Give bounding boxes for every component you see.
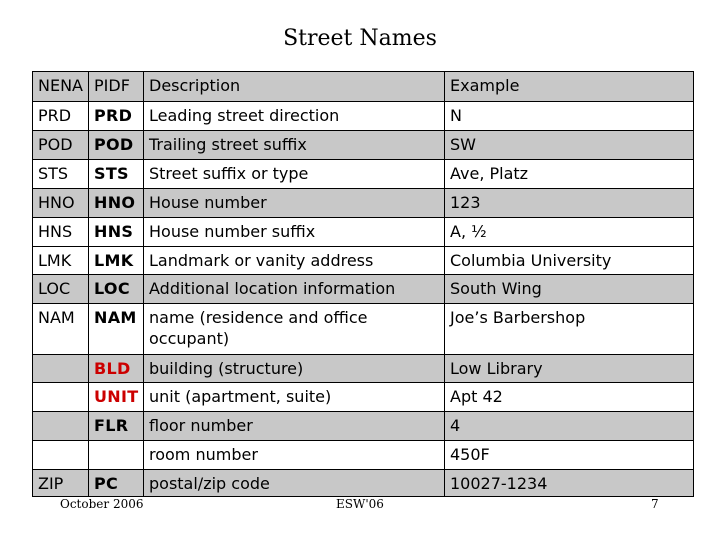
cell-pidf: LMK [89, 247, 144, 275]
cell-nena: PRD [33, 102, 89, 131]
cell-example: Columbia University [445, 247, 694, 275]
cell-pidf: HNS [89, 218, 144, 247]
cell-example: 450F [445, 441, 694, 470]
table-row [33, 470, 694, 497]
cell-description: room number [144, 441, 445, 470]
cell-description: building (structure) [144, 355, 445, 383]
cell-example: 4 [445, 412, 694, 441]
table-row [33, 441, 694, 470]
cell-nena: STS [33, 160, 89, 189]
table-row [33, 131, 694, 160]
cell-example: Low Library [445, 355, 694, 383]
street-names-table [32, 71, 694, 497]
cell-nena: HNS [33, 218, 89, 247]
table-row [33, 412, 694, 441]
cell-nena: LOC [33, 275, 89, 304]
footer-conference: ESW'06 [336, 497, 384, 511]
cell-nena [33, 412, 89, 441]
table-row [33, 160, 694, 189]
cell-pidf: PC [89, 470, 144, 497]
header-description: Description [144, 72, 445, 102]
cell-pidf: LOC [89, 275, 144, 304]
cell-pidf [89, 441, 144, 470]
cell-pidf: FLR [89, 412, 144, 441]
header-pidf: PIDF [89, 72, 144, 102]
cell-example: Apt 42 [445, 383, 694, 412]
cell-description: Trailing street suffix [144, 131, 445, 160]
cell-nena: LMK [33, 247, 89, 275]
cell-example: Joe’s Barbershop [445, 304, 694, 355]
cell-example: SW [445, 131, 694, 160]
cell-nena: HNO [33, 189, 89, 218]
table-row [33, 189, 694, 218]
cell-description: House number [144, 189, 445, 218]
cell-pidf: HNO [89, 189, 144, 218]
table-row [33, 218, 694, 247]
cell-example: Ave, Platz [445, 160, 694, 189]
cell-description: unit (apartment, suite) [144, 383, 445, 412]
cell-description: floor number [144, 412, 445, 441]
cell-description: Additional location information [144, 275, 445, 304]
cell-pidf: NAM [89, 304, 144, 355]
table-row [33, 102, 694, 131]
cell-example: A, ½ [445, 218, 694, 247]
table-row [33, 247, 694, 275]
page-title: Street Names [283, 26, 437, 51]
cell-pidf: BLD [89, 355, 144, 383]
header-nena: NENA [33, 72, 89, 102]
cell-pidf: UNIT [89, 383, 144, 412]
cell-description: House number suffix [144, 218, 445, 247]
cell-nena [33, 355, 89, 383]
footer-date: October 2006 [60, 497, 144, 511]
cell-description: Leading street direction [144, 102, 445, 131]
cell-example: 10027-1234 [445, 470, 694, 497]
footer-page-number: 7 [651, 497, 659, 511]
cell-nena: NAM [33, 304, 89, 355]
cell-nena: ZIP [33, 470, 89, 497]
cell-example: N [445, 102, 694, 131]
cell-example: South Wing [445, 275, 694, 304]
header-example: Example [445, 72, 694, 102]
table-header-row [33, 72, 694, 102]
cell-description: postal/zip code [144, 470, 445, 497]
table-row [33, 355, 694, 383]
cell-description: Landmark or vanity address [144, 247, 445, 275]
cell-example: 123 [445, 189, 694, 218]
cell-pidf: POD [89, 131, 144, 160]
cell-nena [33, 441, 89, 470]
cell-nena: POD [33, 131, 89, 160]
cell-description: name (residence and office occupant) [144, 304, 445, 355]
cell-description: Street suffix or type [144, 160, 445, 189]
cell-nena [33, 383, 89, 412]
table-row [33, 383, 694, 412]
cell-pidf: PRD [89, 102, 144, 131]
table-row [33, 304, 694, 355]
cell-pidf: STS [89, 160, 144, 189]
table-row [33, 275, 694, 304]
